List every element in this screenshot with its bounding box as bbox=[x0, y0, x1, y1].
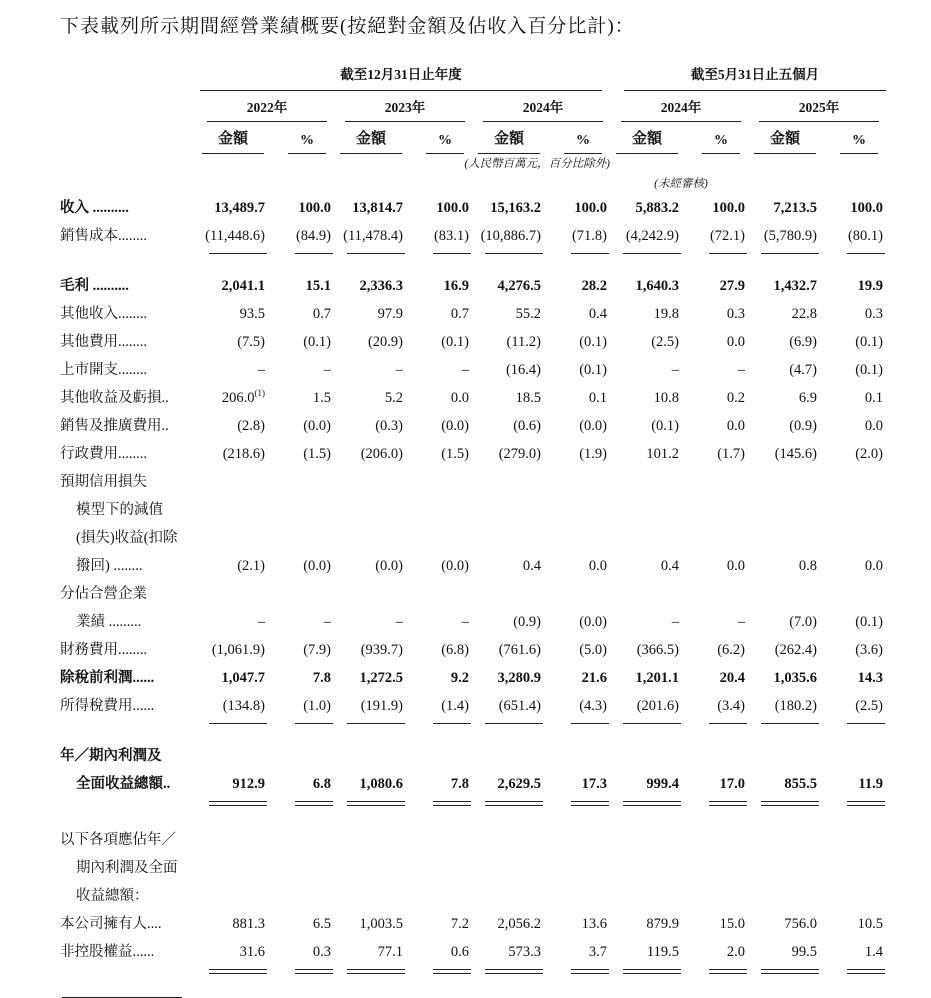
table-row bbox=[60, 384, 888, 412]
table-row bbox=[60, 692, 888, 720]
percent-cell: (0.0) bbox=[303, 558, 331, 575]
amount-cell bbox=[612, 811, 684, 910]
amount-cell: (651.4) bbox=[498, 698, 541, 715]
percent-cell: 0.7 bbox=[312, 306, 331, 323]
percent-cell: 20.4 bbox=[719, 670, 745, 687]
percent-cell: 100.0 bbox=[298, 200, 331, 217]
percent-cell: 0.0 bbox=[588, 558, 607, 575]
amount-cell: (7.0) bbox=[789, 614, 817, 631]
amount-header: 金額 bbox=[202, 129, 264, 154]
table-row bbox=[60, 811, 888, 910]
row-label: 非控股權益...... bbox=[60, 944, 155, 961]
row-label: 所得稅費用...... bbox=[60, 698, 155, 715]
year-header-2025: 2025年 bbox=[759, 99, 879, 123]
amount-cell: – bbox=[395, 614, 403, 631]
percent-cell: 100.0 bbox=[436, 200, 469, 217]
percent-cell: (0.0) bbox=[579, 614, 607, 631]
footnote-marker: (1) bbox=[254, 388, 265, 399]
row-label: 其他費用........ bbox=[60, 334, 147, 351]
amount-cell: 2,041.1 bbox=[221, 278, 265, 295]
table-description: 下表載列所示期間經營業績概要(按絕對金額及佔收入百分比計)： bbox=[60, 16, 635, 37]
note-row-currency bbox=[60, 154, 888, 174]
percent-cell: 1.5 bbox=[312, 390, 331, 407]
amount-cell: 13,814.7 bbox=[352, 200, 403, 217]
amount-cell: (2.8) bbox=[237, 418, 265, 435]
group-header-row bbox=[60, 66, 888, 91]
percent-cell: 0.3 bbox=[312, 944, 331, 961]
amount-cell: (11.2) bbox=[506, 334, 541, 351]
percent-cell: 19.9 bbox=[857, 278, 883, 295]
amount-cell: (0.0) bbox=[375, 558, 403, 575]
amount-cell: (4.7) bbox=[789, 362, 817, 379]
row-label: 銷售成本........ bbox=[60, 228, 147, 245]
percent-header: % bbox=[702, 131, 740, 155]
percent-cell: (83.1) bbox=[433, 228, 469, 245]
percent-cell: 15.1 bbox=[305, 278, 331, 295]
amount-cell: 22.8 bbox=[791, 306, 817, 323]
amount-cell: (11,478.4) bbox=[343, 228, 403, 245]
amount-cell: (7.5) bbox=[237, 334, 265, 351]
percent-cell bbox=[546, 811, 612, 910]
amount-cell: 879.9 bbox=[646, 916, 679, 933]
percent-cell: 100.0 bbox=[712, 200, 745, 217]
amount-cell: – bbox=[257, 362, 265, 379]
amount-cell: 7,213.5 bbox=[773, 200, 817, 217]
table-row bbox=[60, 938, 888, 966]
percent-cell: 0.0 bbox=[726, 334, 745, 351]
amount-cell: (180.2) bbox=[774, 698, 817, 715]
percent-cell: 28.2 bbox=[581, 278, 607, 295]
percent-cell: (5.0) bbox=[579, 642, 607, 659]
amount-cell: 3,280.9 bbox=[497, 670, 541, 687]
amount-header: 金額 bbox=[616, 129, 678, 154]
table-row bbox=[60, 733, 888, 798]
row-label: 銷售及推廣費用.. bbox=[60, 418, 169, 435]
table-row bbox=[60, 328, 888, 356]
percent-cell: (0.0) bbox=[441, 558, 469, 575]
year-header-2024: 2024年 bbox=[483, 99, 603, 123]
percent-header: % bbox=[426, 131, 464, 155]
percent-cell: (3.6) bbox=[855, 642, 883, 659]
amount-cell: (0.3) bbox=[375, 418, 403, 435]
row-label: 行政費用........ bbox=[60, 446, 147, 463]
amount-cell: (1,061.9) bbox=[211, 642, 265, 659]
percent-cell: 11.9 bbox=[858, 776, 883, 793]
amount-cell: 99.5 bbox=[791, 944, 817, 961]
single-rule-row bbox=[60, 250, 888, 263]
percent-cell: 17.3 bbox=[581, 776, 607, 793]
percent-cell: 17.0 bbox=[719, 776, 745, 793]
amount-cell: 573.3 bbox=[508, 944, 541, 961]
unaudited-note: (未經審核) bbox=[654, 178, 708, 191]
percent-cell: 0.4 bbox=[588, 306, 607, 323]
amount-cell: 1,432.7 bbox=[773, 278, 817, 295]
amount-cell: (0.9) bbox=[789, 418, 817, 435]
percent-cell: 6.8 bbox=[312, 776, 331, 793]
amount-cell: 4,276.5 bbox=[497, 278, 541, 295]
table-row bbox=[60, 356, 888, 384]
year-header-2024-5m: 2024年 bbox=[621, 99, 741, 123]
percent-header: % bbox=[288, 131, 326, 155]
amount-cell: (20.9) bbox=[367, 334, 403, 351]
percent-cell: (0.1) bbox=[855, 614, 883, 631]
percent-cell: 1.4 bbox=[864, 944, 883, 961]
percent-cell: – bbox=[323, 362, 331, 379]
percent-cell: 0.1 bbox=[864, 390, 883, 407]
amount-header: 金額 bbox=[754, 129, 816, 154]
percent-cell: 2.0 bbox=[726, 944, 745, 961]
percent-header: % bbox=[564, 131, 602, 155]
year-header-row bbox=[60, 91, 888, 123]
amount-cell: 2,629.5 bbox=[497, 776, 541, 793]
table-row bbox=[60, 468, 888, 580]
percent-cell: 0.2 bbox=[726, 390, 745, 407]
amount-cell: 5.2 bbox=[384, 390, 403, 407]
percent-cell: (71.8) bbox=[571, 228, 607, 245]
percent-cell: 6.5 bbox=[312, 916, 331, 933]
amount-cell: (10,886.7) bbox=[480, 228, 541, 245]
percent-cell: (0.1) bbox=[303, 334, 331, 351]
percent-cell: (0.0) bbox=[441, 418, 469, 435]
percent-cell bbox=[270, 811, 336, 910]
percent-cell: (6.8) bbox=[441, 642, 469, 659]
percent-cell: (1.5) bbox=[441, 446, 469, 463]
percent-cell: (6.2) bbox=[717, 642, 745, 659]
percent-cell: 27.9 bbox=[719, 278, 745, 295]
table-row bbox=[60, 412, 888, 440]
percent-cell: (1.7) bbox=[717, 446, 745, 463]
percent-cell: 100.0 bbox=[574, 200, 607, 217]
percent-cell: (1.0) bbox=[303, 698, 331, 715]
percent-cell: 7.8 bbox=[450, 776, 469, 793]
amount-header: 金額 bbox=[340, 129, 402, 154]
amount-cell: 93.5 bbox=[239, 306, 265, 323]
amount-cell: 0.4 bbox=[660, 558, 679, 575]
percent-cell: (1.5) bbox=[303, 446, 331, 463]
percent-cell: (80.1) bbox=[847, 228, 883, 245]
amount-cell: 1,035.6 bbox=[773, 670, 817, 687]
percent-cell: 0.7 bbox=[450, 306, 469, 323]
col-group-annual: 截至12月31日止年度 bbox=[200, 66, 602, 91]
table-row bbox=[60, 300, 888, 328]
percent-cell: (0.1) bbox=[579, 362, 607, 379]
row-label: 本公司擁有人.... bbox=[60, 916, 162, 933]
percent-cell: 0.0 bbox=[864, 558, 883, 575]
amount-cell: 756.0 bbox=[784, 916, 817, 933]
percent-cell: 16.9 bbox=[443, 278, 469, 295]
amount-cell: 0.4 bbox=[522, 558, 541, 575]
percent-cell bbox=[822, 811, 888, 910]
amount-cell: 1,201.1 bbox=[635, 670, 679, 687]
percent-cell: (7.9) bbox=[303, 642, 331, 659]
amount-cell: 206.0$^{(1)}$ bbox=[221, 388, 265, 407]
percent-cell: 3.7 bbox=[588, 944, 607, 961]
amount-cell: (0.9) bbox=[513, 614, 541, 631]
double-rule-row bbox=[60, 966, 888, 979]
percent-cell: 21.6 bbox=[581, 670, 607, 687]
amount-cell: 19.8 bbox=[653, 306, 679, 323]
percent-cell: 0.0 bbox=[726, 558, 745, 575]
amount-cell: 5,883.2 bbox=[635, 200, 679, 217]
amount-cell: – bbox=[257, 614, 265, 631]
percent-cell: (1.9) bbox=[579, 446, 607, 463]
amount-cell: 1,003.5 bbox=[359, 916, 403, 933]
year-header-2022: 2022年 bbox=[207, 99, 327, 123]
amount-cell: 119.5 bbox=[646, 944, 679, 961]
amount-cell: (6.9) bbox=[789, 334, 817, 351]
amount-cell: 77.1 bbox=[377, 944, 403, 961]
percent-cell: – bbox=[461, 614, 469, 631]
amount-cell: 881.3 bbox=[232, 916, 265, 933]
percent-cell: 9.2 bbox=[450, 670, 469, 687]
percent-cell: (0.1) bbox=[855, 334, 883, 351]
row-label: 分佔合營企業 業績 ......... bbox=[60, 586, 147, 631]
table-row bbox=[60, 440, 888, 468]
amount-cell: 13,489.7 bbox=[214, 200, 265, 217]
amount-cell: 1,047.7 bbox=[221, 670, 265, 687]
amount-cell: (145.6) bbox=[774, 446, 817, 463]
amount-cell: (761.6) bbox=[498, 642, 541, 659]
percent-cell: 7.2 bbox=[450, 916, 469, 933]
double-rule-row bbox=[60, 798, 888, 811]
percent-cell: – bbox=[461, 362, 469, 379]
amount-cell bbox=[750, 811, 822, 910]
percent-cell bbox=[408, 811, 474, 910]
percent-cell: (0.0) bbox=[303, 418, 331, 435]
amount-cell: 15,163.2 bbox=[490, 200, 541, 217]
amount-cell: (262.4) bbox=[774, 642, 817, 659]
amount-cell: (191.9) bbox=[360, 698, 403, 715]
amount-cell: (218.6) bbox=[222, 446, 265, 463]
percent-cell: – bbox=[737, 614, 745, 631]
percent-cell: 0.0 bbox=[864, 418, 883, 435]
percent-cell: 0.0 bbox=[450, 390, 469, 407]
table-row bbox=[60, 580, 888, 636]
amount-cell: 55.2 bbox=[515, 306, 541, 323]
percent-header: % bbox=[840, 131, 878, 155]
amount-cell: (2.1) bbox=[237, 558, 265, 575]
table-row bbox=[60, 910, 888, 938]
amount-cell: 97.9 bbox=[377, 306, 403, 323]
amount-cell: 10.8 bbox=[653, 390, 679, 407]
currency-note: (人民幣百萬元，百分比除外) bbox=[464, 158, 610, 171]
amount-cell: (0.1) bbox=[651, 418, 679, 435]
percent-cell: 0.3 bbox=[864, 306, 883, 323]
percent-cell: 100.0 bbox=[850, 200, 883, 217]
amount-cell: – bbox=[395, 362, 403, 379]
amount-cell: (5,780.9) bbox=[763, 228, 817, 245]
amount-cell: (2.5) bbox=[651, 334, 679, 351]
percent-cell: (0.1) bbox=[579, 334, 607, 351]
note-row-unaudited bbox=[60, 174, 888, 194]
percent-cell: (84.9) bbox=[295, 228, 331, 245]
amount-cell: (134.8) bbox=[222, 698, 265, 715]
amount-cell: 0.8 bbox=[798, 558, 817, 575]
percent-cell: (0.0) bbox=[579, 418, 607, 435]
row-label: 上市開支........ bbox=[60, 362, 147, 379]
table-row bbox=[60, 664, 888, 692]
table-row bbox=[60, 636, 888, 664]
percent-cell: 15.0 bbox=[719, 916, 745, 933]
amount-cell: 2,056.2 bbox=[497, 916, 541, 933]
percent-cell: 0.0 bbox=[726, 418, 745, 435]
row-label: 除稅前利潤...... bbox=[60, 670, 155, 687]
amount-cell: (0.6) bbox=[513, 418, 541, 435]
table-row bbox=[60, 263, 888, 300]
percent-cell: 7.8 bbox=[312, 670, 331, 687]
row-label: 年／期內利潤及 全面收益總額.. bbox=[60, 748, 171, 793]
percent-cell: 0.3 bbox=[726, 306, 745, 323]
percent-cell: – bbox=[323, 614, 331, 631]
percent-cell: 10.5 bbox=[857, 916, 883, 933]
amount-cell: 101.2 bbox=[646, 446, 679, 463]
amount-cell: – bbox=[671, 362, 679, 379]
year-header-2023: 2023年 bbox=[345, 99, 465, 123]
amount-cell: (16.4) bbox=[505, 362, 541, 379]
table-row bbox=[60, 194, 888, 222]
amount-cell bbox=[474, 811, 546, 910]
amount-cell: 6.9 bbox=[798, 390, 817, 407]
amount-cell: – bbox=[671, 614, 679, 631]
amount-cell: (206.0) bbox=[360, 446, 403, 463]
amount-cell: 1,640.3 bbox=[635, 278, 679, 295]
percent-cell: (0.1) bbox=[855, 362, 883, 379]
amount-cell: 999.4 bbox=[646, 776, 679, 793]
sub-header-row bbox=[60, 122, 888, 154]
amount-cell bbox=[198, 811, 270, 910]
percent-cell: – bbox=[737, 362, 745, 379]
amount-cell: 855.5 bbox=[784, 776, 817, 793]
amount-cell: (11,448.6) bbox=[205, 228, 265, 245]
percent-cell: (72.1) bbox=[709, 228, 745, 245]
col-group-five-months: 截至5月31日止五個月 bbox=[624, 66, 886, 91]
amount-cell: (279.0) bbox=[498, 446, 541, 463]
amount-cell bbox=[336, 811, 408, 910]
amount-cell: 1,272.5 bbox=[359, 670, 403, 687]
row-label: 其他收入........ bbox=[60, 306, 147, 323]
row-label: 毛利 .......... bbox=[60, 278, 129, 295]
amount-cell: 2,336.3 bbox=[359, 278, 403, 295]
percent-cell: 14.3 bbox=[857, 670, 883, 687]
row-label: 其他收益及虧損.. bbox=[60, 390, 169, 407]
row-label: 以下各項應佔年／ 期內利潤及全面 收益總額： bbox=[60, 832, 178, 905]
table-body bbox=[60, 194, 888, 979]
amount-cell: (4,242.9) bbox=[625, 228, 679, 245]
amount-cell: 912.9 bbox=[232, 776, 265, 793]
percent-cell: (2.0) bbox=[855, 446, 883, 463]
amount-cell: 1,080.6 bbox=[359, 776, 403, 793]
percent-cell: (4.3) bbox=[579, 698, 607, 715]
amount-cell: (201.6) bbox=[636, 698, 679, 715]
amount-cell: 31.6 bbox=[239, 944, 265, 961]
amount-cell: (366.5) bbox=[636, 642, 679, 659]
table-row bbox=[60, 222, 888, 250]
amount-cell: 18.5 bbox=[515, 390, 541, 407]
amount-cell: (939.7) bbox=[360, 642, 403, 659]
row-label: 收入 .......... bbox=[60, 200, 129, 217]
row-label: 財務費用........ bbox=[60, 642, 147, 659]
amount-header: 金額 bbox=[478, 129, 540, 154]
percent-cell bbox=[684, 811, 750, 910]
percent-cell: 13.6 bbox=[581, 916, 607, 933]
percent-cell: (3.4) bbox=[717, 698, 745, 715]
percent-cell: (2.5) bbox=[855, 698, 883, 715]
single-rule-row bbox=[60, 720, 888, 733]
percent-cell: (0.1) bbox=[441, 334, 469, 351]
percent-cell: 0.6 bbox=[450, 944, 469, 961]
operating-results-table bbox=[60, 66, 888, 980]
row-label: 預期信用損失 模型下的減值 (損失)收益(扣除 撥回) ........ bbox=[60, 474, 178, 575]
percent-cell: 0.1 bbox=[588, 390, 607, 407]
percent-cell: (1.4) bbox=[441, 698, 469, 715]
